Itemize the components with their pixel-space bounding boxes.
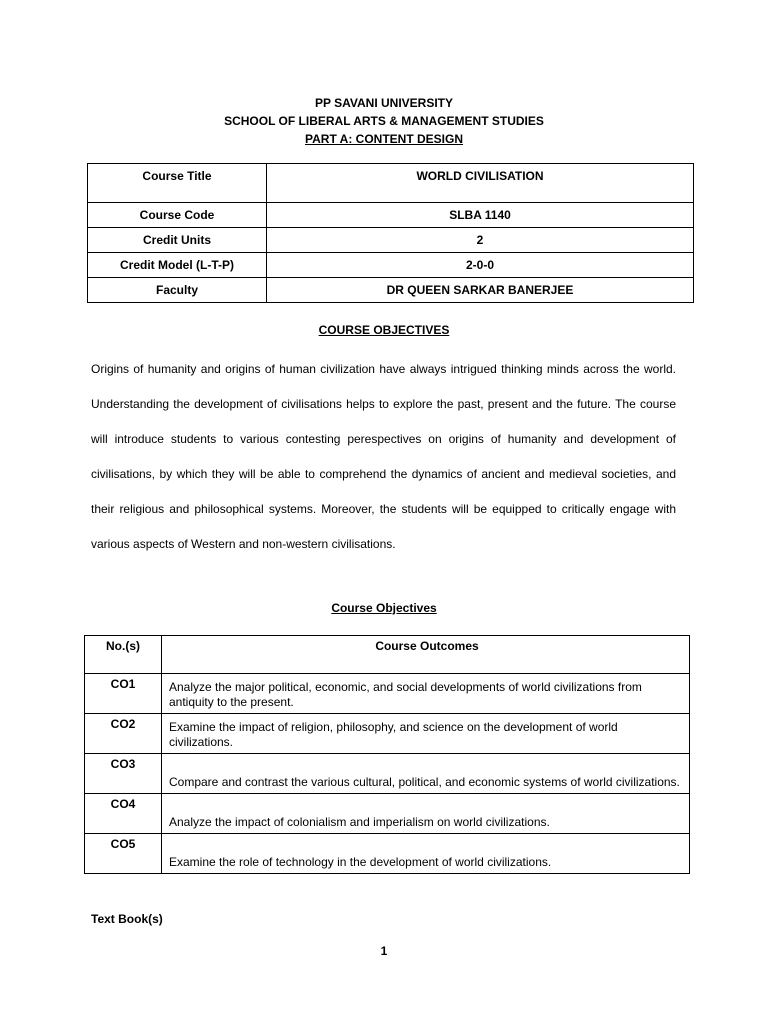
table-row <box>85 754 690 794</box>
course-info-row <box>88 278 694 303</box>
course-info-row <box>88 228 694 253</box>
outcome-text: Compare and contrast the various cultural, political, and economic systems of world civilizations. <box>162 754 690 794</box>
outcome-number: CO1 <box>85 674 162 714</box>
column-header-no: No.(s) <box>85 636 162 674</box>
course-info-label: Course Title <box>88 164 267 203</box>
part-title: PART A: CONTENT DESIGN <box>305 132 463 146</box>
course-info-label: Credit Units <box>88 228 267 253</box>
course-info-value: 2 <box>267 228 694 253</box>
course-info-row <box>88 203 694 228</box>
course-objectives-heading: COURSE OBJECTIVES <box>318 323 450 337</box>
course-info-label: Credit Model (L-T-P) <box>88 253 267 278</box>
table-row <box>85 794 690 834</box>
document-header <box>0 94 768 148</box>
course-info-label: Faculty <box>88 278 267 303</box>
outcome-text: Analyze the major political, economic, and social developments of world civilizations from antiquity to the present. <box>162 674 690 714</box>
page-number: 1 <box>380 944 388 958</box>
course-info-table <box>87 163 694 303</box>
table-row <box>85 834 690 874</box>
course-info-row <box>88 253 694 278</box>
course-info-value: 2-0-0 <box>267 253 694 278</box>
outcome-number: CO2 <box>85 714 162 754</box>
outcome-text: Examine the role of technology in the development of world civilizations. <box>162 834 690 874</box>
course-info-row <box>88 164 694 203</box>
outcome-text: Analyze the impact of colonialism and imperialism on world civilizations. <box>162 794 690 834</box>
course-info-value: WORLD CIVILISATION <box>267 164 694 203</box>
textbooks-heading: Text Book(s) <box>91 912 163 926</box>
course-outcomes-table <box>84 635 690 874</box>
course-objectives-paragraph: Origins of humanity and origins of human civilization have always intrigued thinking minds across the world. Understanding the development of civilisations helps to explore the past, present and the future. The course will introduce students to various contesting perespectives on origins of humanity and development of civilisations, by which they will be able to comprehend the dynamics of ancient and medieval societies, and their religious and philosophical systems. Moreover, the students will be equipped to critically engage with various aspects of Western and non-western civilisations. <box>91 362 676 551</box>
table-header-row <box>85 636 690 674</box>
column-header-outcome: Course Outcomes <box>162 636 690 674</box>
school-name: SCHOOL OF LIBERAL ARTS & MANAGEMENT STUDIES <box>224 114 544 128</box>
course-info-label: Course Code <box>88 203 267 228</box>
outcome-number: CO3 <box>85 754 162 794</box>
course-info-value: DR QUEEN SARKAR BANERJEE <box>267 278 694 303</box>
course-info-value: SLBA 1140 <box>267 203 694 228</box>
table-row <box>85 714 690 754</box>
outcome-number: CO5 <box>85 834 162 874</box>
table-row <box>85 674 690 714</box>
university-name: PP SAVANI UNIVERSITY <box>314 96 454 110</box>
outcome-text: Examine the impact of religion, philosophy, and science on the development of world civilizations. <box>162 714 690 754</box>
outcome-number: CO4 <box>85 794 162 834</box>
course-outcomes-heading: Course Objectives <box>331 601 437 615</box>
